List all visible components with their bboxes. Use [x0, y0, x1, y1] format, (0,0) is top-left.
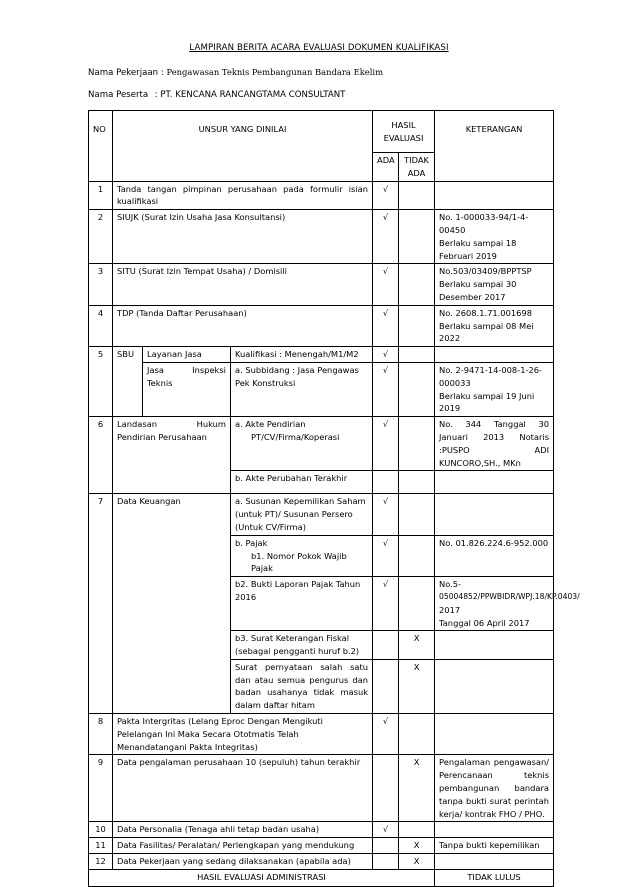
- row-tidak: X: [399, 838, 435, 854]
- table-row: [89, 181, 554, 210]
- row-keterangan: No. 344 Tanggal 30 Januari 2013 Notaris :PUSPO ADI KUNCORO,SH., MKn: [435, 417, 554, 471]
- job-name-line: [88, 67, 383, 78]
- row-item: Tanda tangan pimpinan perusahaan pada formulir isian kualifikasi: [113, 181, 373, 210]
- row-number: 2: [89, 210, 113, 264]
- participant-label: Nama Peserta: [88, 90, 149, 100]
- row-ada: √: [373, 577, 399, 631]
- row-number: 9: [89, 755, 113, 822]
- header-unsur: UNSUR YANG DINILAI: [113, 111, 373, 182]
- table-row: [89, 854, 554, 870]
- row-tidak: [399, 494, 435, 535]
- row-tidak: X: [399, 854, 435, 870]
- row-tidak: [399, 210, 435, 264]
- row-keterangan: [435, 854, 554, 870]
- row-keterangan: [435, 714, 554, 755]
- row-subitem: b. Akte Perubahan Terakhir: [231, 471, 373, 494]
- row-tidak: [399, 181, 435, 210]
- participant-value: : PT. KENCANA RANCANGTAMA CONSULTANT: [154, 90, 346, 100]
- table-row: [89, 305, 554, 346]
- row-tidak: X: [399, 755, 435, 822]
- row-number: 3: [89, 264, 113, 305]
- header-keterangan: KETERANGAN: [435, 111, 554, 182]
- row-tidak: [399, 347, 435, 363]
- row-ada: [373, 854, 399, 870]
- row-ada: [373, 471, 399, 494]
- header-ada: ADA: [373, 153, 399, 182]
- row-tidak: [399, 471, 435, 494]
- table-row: [89, 347, 554, 363]
- row-item: SIUJK (Surat Izin Usaha Jasa Konsultansi): [113, 210, 373, 264]
- table-row: [89, 210, 554, 264]
- footer-result: TIDAK LULUS: [435, 869, 554, 886]
- row-ada: [373, 838, 399, 854]
- row-subitem: b2. Bukti Laporan Pajak Tahun 2016: [231, 577, 373, 631]
- row-keterangan: No. 01.826.224.6-952.000: [435, 535, 554, 576]
- row-tidak: [399, 264, 435, 305]
- row-subitem: a. Akte Pendirian PT/CV/Firma/Koperasi: [231, 417, 373, 471]
- row-ada: √: [373, 362, 399, 416]
- row-keterangan: [435, 471, 554, 494]
- row-ada: √: [373, 181, 399, 210]
- row-ada: [373, 631, 399, 660]
- row-ada: √: [373, 210, 399, 264]
- row-tidak: X: [399, 659, 435, 713]
- row-item: SITU (Surat Izin Tempat Usaha) / Domisili: [113, 264, 373, 305]
- table-row: [89, 822, 554, 838]
- table-row: [89, 494, 554, 535]
- row-number: 11: [89, 838, 113, 854]
- table-row: [89, 362, 554, 416]
- row-ada: √: [373, 822, 399, 838]
- row-item: Pakta Intergritas (Lelang Eproc Dengan Mengikuti Pelelangan Ini Maka Secara Ototmatis Telah Menandatangani Pakta Integritas): [113, 714, 373, 755]
- table-header-row: [89, 111, 554, 153]
- row-ada: √: [373, 494, 399, 535]
- row-number: 7: [89, 494, 113, 714]
- row-tidak: [399, 305, 435, 346]
- table-row: [89, 755, 554, 822]
- row-keterangan: [435, 181, 554, 210]
- table-footer-row: [89, 869, 554, 886]
- row-number: 8: [89, 714, 113, 755]
- sbu-jasa-label: Jasa Inspeksi Teknis: [143, 362, 231, 416]
- row-keterangan: No.503/03409/BPPTSP Berlaku sampai 30 Desember 2017: [435, 264, 554, 305]
- row-keterangan: No.5- 05004852/PPWBIDR/WPJ.18/KP.0403/ 2017 Tanggal 06 April 2017: [435, 577, 554, 631]
- row-tidak: [399, 822, 435, 838]
- row-number: 5: [89, 347, 113, 417]
- row-number: 12: [89, 854, 113, 870]
- footer-label: HASIL EVALUASI ADMINISTRASI: [89, 869, 435, 886]
- row-ada: √: [373, 347, 399, 363]
- row-keterangan: [435, 822, 554, 838]
- job-name-label: Nama Pekerjaan :: [88, 68, 164, 78]
- row-subitem: Surat pernyataan salah satu dan atau semua pengurus dan badan usahanya tidak masuk dalam daftar hitam: [231, 659, 373, 713]
- row-keterangan: [435, 631, 554, 660]
- row-keterangan: [435, 494, 554, 535]
- row-number: 1: [89, 181, 113, 210]
- row-item: Landasan Hukum Pendirian Perusahaan: [113, 417, 231, 494]
- row-item: Data Fasilitas/ Peralatan/ Perlengkapan yang mendukung: [113, 838, 373, 854]
- participant-line: [88, 90, 345, 100]
- row-ada: √: [373, 305, 399, 346]
- sbu-label: SBU: [113, 347, 143, 417]
- row-number: 4: [89, 305, 113, 346]
- row-tidak: [399, 417, 435, 471]
- sbu-layanan-label: Layanan Jasa: [143, 347, 231, 363]
- job-name-value: Pengawasan Teknis Pembangunan Bandara Ekelim: [166, 67, 384, 77]
- row-subitem: a. Susunan Kepemilikan Saham (untuk PT)/ Susunan Persero (Untuk CV/Firma): [231, 494, 373, 535]
- document-title: LAMPIRAN BERITA ACARA EVALUASI DOKUMEN KUALIFIKASI: [189, 43, 449, 53]
- row-tidak: [399, 714, 435, 755]
- table-row: [89, 714, 554, 755]
- row-keterangan: Tanpa bukti kepemilikan: [435, 838, 554, 854]
- row-item: Data pengalaman perusahaan 10 (sepuluh) tahun terakhir: [113, 755, 373, 822]
- row-item: TDP (Tanda Daftar Perusahaan): [113, 305, 373, 346]
- row-ada: √: [373, 417, 399, 471]
- row-ada: √: [373, 264, 399, 305]
- row-item: Data Personalia (Tenaga ahli tetap badan usaha): [113, 822, 373, 838]
- row-ada: [373, 755, 399, 822]
- sbu-jasa-value: a. Subbidang : Jasa Pengawas Pek Konstruksi: [231, 362, 373, 416]
- row-item: Data Keuangan: [113, 494, 231, 714]
- row-number: 10: [89, 822, 113, 838]
- table-row: [89, 264, 554, 305]
- row-ada: √: [373, 535, 399, 576]
- row-tidak: [399, 535, 435, 576]
- sbu-layanan-value: Kualifikasi : Menengah/M1/M2: [231, 347, 373, 363]
- row-keterangan: No. 2608.1.71.001698 Berlaku sampai 08 Mei 2022: [435, 305, 554, 346]
- row-item: Data Pekerjaan yang sedang dilaksanakan (apabila ada): [113, 854, 373, 870]
- row-ada: [373, 659, 399, 713]
- row-keterangan: [435, 659, 554, 713]
- row-number: 6: [89, 417, 113, 494]
- header-no: NO: [89, 111, 113, 182]
- row-keterangan: No. 2-9471-14-008-1-26-000033 Berlaku sampai 19 Juni 2019: [435, 362, 554, 416]
- header-tidak-ada: TIDAK ADA: [399, 153, 435, 182]
- row-tidak: X: [399, 631, 435, 660]
- row-tidak: [399, 362, 435, 416]
- row-subitem: b3. Surat Keterangan Fiskal (sebagai pengganti huruf b.2): [231, 631, 373, 660]
- evaluation-table: [88, 110, 580, 887]
- row-keterangan: No. 1-000033-94/1-4-00450 Berlaku sampai 18 Februari 2019: [435, 210, 554, 264]
- table-row: [89, 838, 554, 854]
- row-ada: √: [373, 714, 399, 755]
- table-row: [89, 417, 554, 471]
- row-keterangan: Pengalaman pengawasan/ Perencanaan teknis pembangunan bandara tanpa bukti surat perintah kerja/ kontrak FHO / PHO.: [435, 755, 554, 822]
- header-hasil: HASIL EVALUASI: [373, 111, 435, 153]
- row-tidak: [399, 577, 435, 631]
- row-keterangan: [435, 347, 554, 363]
- row-subitem: b. Pajak b1. Nomor Pokok Wajib Pajak: [231, 535, 373, 576]
